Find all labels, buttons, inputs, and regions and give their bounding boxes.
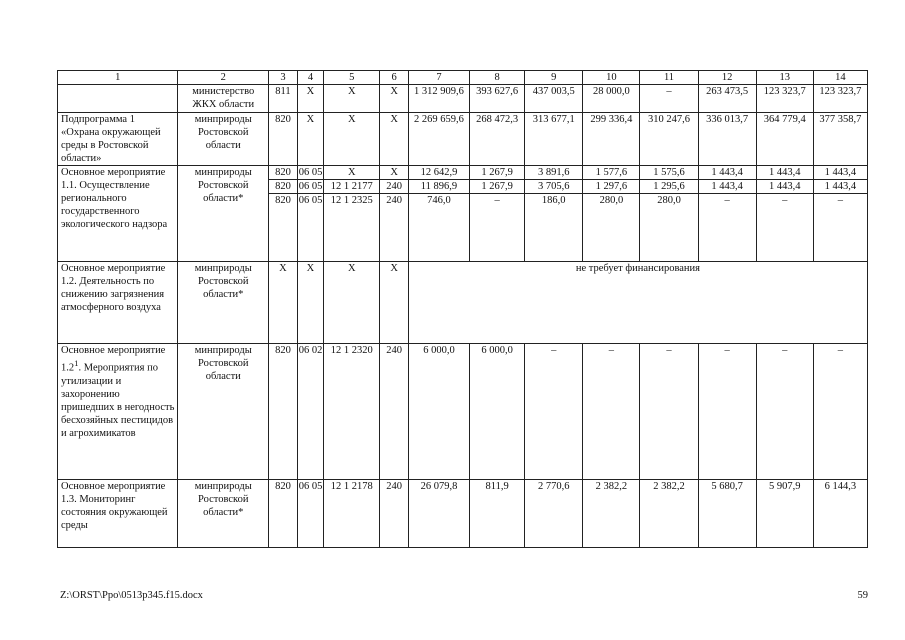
amount-cell: 6 000,0	[408, 344, 469, 480]
amount-cell	[640, 166, 698, 262]
amount-line: 12 642,9	[420, 167, 458, 178]
column-number-header: 9	[525, 71, 583, 85]
header-row	[58, 71, 868, 85]
vr-code: Х	[380, 113, 409, 166]
amount-line: 11 896,9	[409, 179, 469, 193]
page-number: 59	[857, 590, 868, 601]
grbs-code: 820	[269, 113, 298, 166]
amount-line: 280,0	[583, 193, 639, 207]
amount-line: 1 267,9	[481, 167, 513, 178]
grbs-code: 820	[269, 344, 298, 480]
csr-code: 12 1 2178	[324, 480, 380, 548]
vr-code-line: 240	[380, 179, 408, 193]
amount-cell: 393 627,6	[470, 85, 525, 113]
program-name: Подпрограмма 1 «Охрана окружающей среды в Ростовской области»	[58, 113, 178, 166]
amount-cell: 377 358,7	[813, 113, 867, 166]
executor: минприроды Ростовской области	[178, 344, 269, 480]
merged-note: не требует финансирования	[408, 262, 867, 344]
amount-cell: 268 472,3	[470, 113, 525, 166]
amount-line: 1 267,9	[470, 179, 524, 193]
table-body	[58, 71, 868, 548]
amount-cell: –	[698, 344, 756, 480]
amount-cell: 2 269 659,6	[408, 113, 469, 166]
amount-cell	[408, 166, 469, 262]
amount-cell: 5 680,7	[698, 480, 756, 548]
rzpr-code-line: 06 05	[298, 181, 323, 192]
amount-line: 280,0	[640, 193, 697, 207]
csr-code-line: Х	[347, 167, 356, 178]
amount-line: 1 295,6	[640, 179, 697, 193]
grbs-code-line: 820	[269, 193, 297, 207]
grbs-code: Х	[269, 262, 298, 344]
column-number-header: 11	[640, 71, 698, 85]
table-row	[58, 166, 868, 262]
amount-line: 1 443,4	[757, 179, 813, 193]
amount-cell: 2 382,2	[640, 480, 698, 548]
grbs-code-line: 820	[269, 179, 297, 193]
amount-cell	[698, 166, 756, 262]
amount-cell: –	[813, 344, 867, 480]
grbs-code	[269, 166, 298, 262]
amount-cell	[525, 166, 583, 262]
amount-cell: –	[583, 344, 640, 480]
amount-cell: 123 323,7	[813, 85, 867, 113]
grbs-code: 811	[269, 85, 298, 113]
amount-line: 1 443,4	[824, 167, 857, 178]
program-name: Основное мероприятие 1.2. Деятельность по снижению загрязнения атмосферного воздуха	[58, 262, 178, 344]
csr-code-line: 12 1 2177	[324, 179, 379, 193]
amount-cell: –	[640, 344, 698, 480]
rzpr-code: 06 02	[297, 344, 324, 480]
rzpr-code-line: 06 05	[298, 195, 323, 206]
table-row	[58, 344, 868, 480]
amount-cell: 263 473,5	[698, 85, 756, 113]
column-number-header: 1	[58, 71, 178, 85]
amount-line: 1 575,6	[653, 167, 685, 178]
grbs-code-line: 820	[275, 167, 291, 178]
table-row	[58, 480, 868, 548]
program-name-text-rest: . Мероприятия по утилизации и захоронению пришедших в негодность бесхозяйных пестицидов и агрохимикатов	[61, 362, 175, 439]
column-number-header: 8	[470, 71, 525, 85]
table-row	[58, 85, 868, 113]
rzpr-code: Х	[297, 113, 324, 166]
amount-line: –	[699, 193, 756, 207]
column-number-header: 4	[297, 71, 324, 85]
vr-code: 240	[380, 480, 409, 548]
budget-table	[57, 70, 868, 548]
amount-cell: 336 013,7	[698, 113, 756, 166]
column-number-header: 7	[408, 71, 469, 85]
amount-line: 1 443,4	[711, 167, 743, 178]
amount-cell: –	[525, 344, 583, 480]
amount-line: 746,0	[409, 193, 469, 207]
column-number-header: 6	[380, 71, 409, 85]
rzpr-code	[297, 166, 324, 262]
amount-cell: 364 779,4	[756, 113, 813, 166]
amount-cell: 28 000,0	[583, 85, 640, 113]
column-number-header: 10	[583, 71, 640, 85]
column-number-header: 2	[178, 71, 269, 85]
column-number-header: 14	[813, 71, 867, 85]
amount-cell: 6 000,0	[470, 344, 525, 480]
csr-code-line: 12 1 2325	[324, 193, 379, 207]
amount-cell: 299 336,4	[583, 113, 640, 166]
column-number-header: 5	[324, 71, 380, 85]
amount-line: 1 443,4	[769, 167, 801, 178]
executor: минприроды Ростовской области*	[178, 166, 269, 262]
csr-code: 12 1 2320	[324, 344, 380, 480]
vr-code-line: 240	[380, 193, 408, 207]
column-number-header: 13	[756, 71, 813, 85]
amount-line: 1 443,4	[699, 179, 756, 193]
amount-line: 1 443,4	[814, 179, 867, 193]
amount-line: 1 577,6	[595, 167, 628, 178]
program-name	[58, 344, 178, 480]
program-name-text: Основное мероприятие 1.2	[61, 345, 166, 374]
grbs-code: 820	[269, 480, 298, 548]
table-row	[58, 262, 868, 344]
amount-cell: 437 003,5	[525, 85, 583, 113]
amount-cell	[583, 166, 640, 262]
executor: минприроды Ростовской области*	[178, 262, 269, 344]
csr-code: Х	[324, 85, 380, 113]
rzpr-code: Х	[297, 85, 324, 113]
amount-cell: 1 312 909,6	[408, 85, 469, 113]
amount-cell: 811,9	[470, 480, 525, 548]
amount-line: 3 891,6	[537, 167, 570, 178]
vr-code: Х	[380, 85, 409, 113]
csr-code	[324, 166, 380, 262]
amount-line: –	[814, 193, 867, 207]
program-name	[58, 85, 178, 113]
vr-code: Х	[380, 262, 409, 344]
amount-cell: 313 677,1	[525, 113, 583, 166]
amount-cell: 2 770,6	[525, 480, 583, 548]
amount-cell: –	[640, 85, 698, 113]
amount-line: 186,0	[525, 193, 582, 207]
amount-cell	[470, 166, 525, 262]
column-number-header: 12	[698, 71, 756, 85]
amount-cell: 6 144,3	[813, 480, 867, 548]
amount-line: 1 297,6	[583, 179, 639, 193]
csr-code: Х	[324, 113, 380, 166]
program-name: Основное мероприятие 1.3. Мониторинг состояния окружающей среды	[58, 480, 178, 548]
column-number-header: 3	[269, 71, 298, 85]
rzpr-code: 06 05	[297, 480, 324, 548]
amount-cell	[813, 166, 867, 262]
executor: минприроды Ростовской области*	[178, 480, 269, 548]
rzpr-code: Х	[297, 262, 324, 344]
vr-code	[380, 166, 409, 262]
amount-cell: 2 382,2	[583, 480, 640, 548]
amount-line: –	[470, 193, 524, 207]
amount-cell: –	[756, 344, 813, 480]
program-name-superscript: 1	[74, 358, 79, 368]
csr-code: Х	[324, 262, 380, 344]
amount-cell: 310 247,6	[640, 113, 698, 166]
footer-file-path: Z:\ORST\Ppo\0513p345.f15.docx	[60, 590, 203, 601]
amount-cell: 123 323,7	[756, 85, 813, 113]
vr-code: 240	[380, 344, 409, 480]
amount-cell: 26 079,8	[408, 480, 469, 548]
amount-cell	[756, 166, 813, 262]
table-row	[58, 113, 868, 166]
vr-code-line: Х	[390, 167, 398, 178]
executor: минприроды Ростовской области	[178, 113, 269, 166]
executor: министерство ЖКХ области	[178, 85, 269, 113]
rzpr-code-line: 06 05	[298, 167, 323, 178]
amount-cell: 5 907,9	[756, 480, 813, 548]
amount-line: 3 705,6	[525, 179, 582, 193]
amount-line: –	[757, 193, 813, 207]
program-name: Основное мероприятие 1.1. Осуществление регионального государственного экологического надзора	[58, 166, 178, 262]
